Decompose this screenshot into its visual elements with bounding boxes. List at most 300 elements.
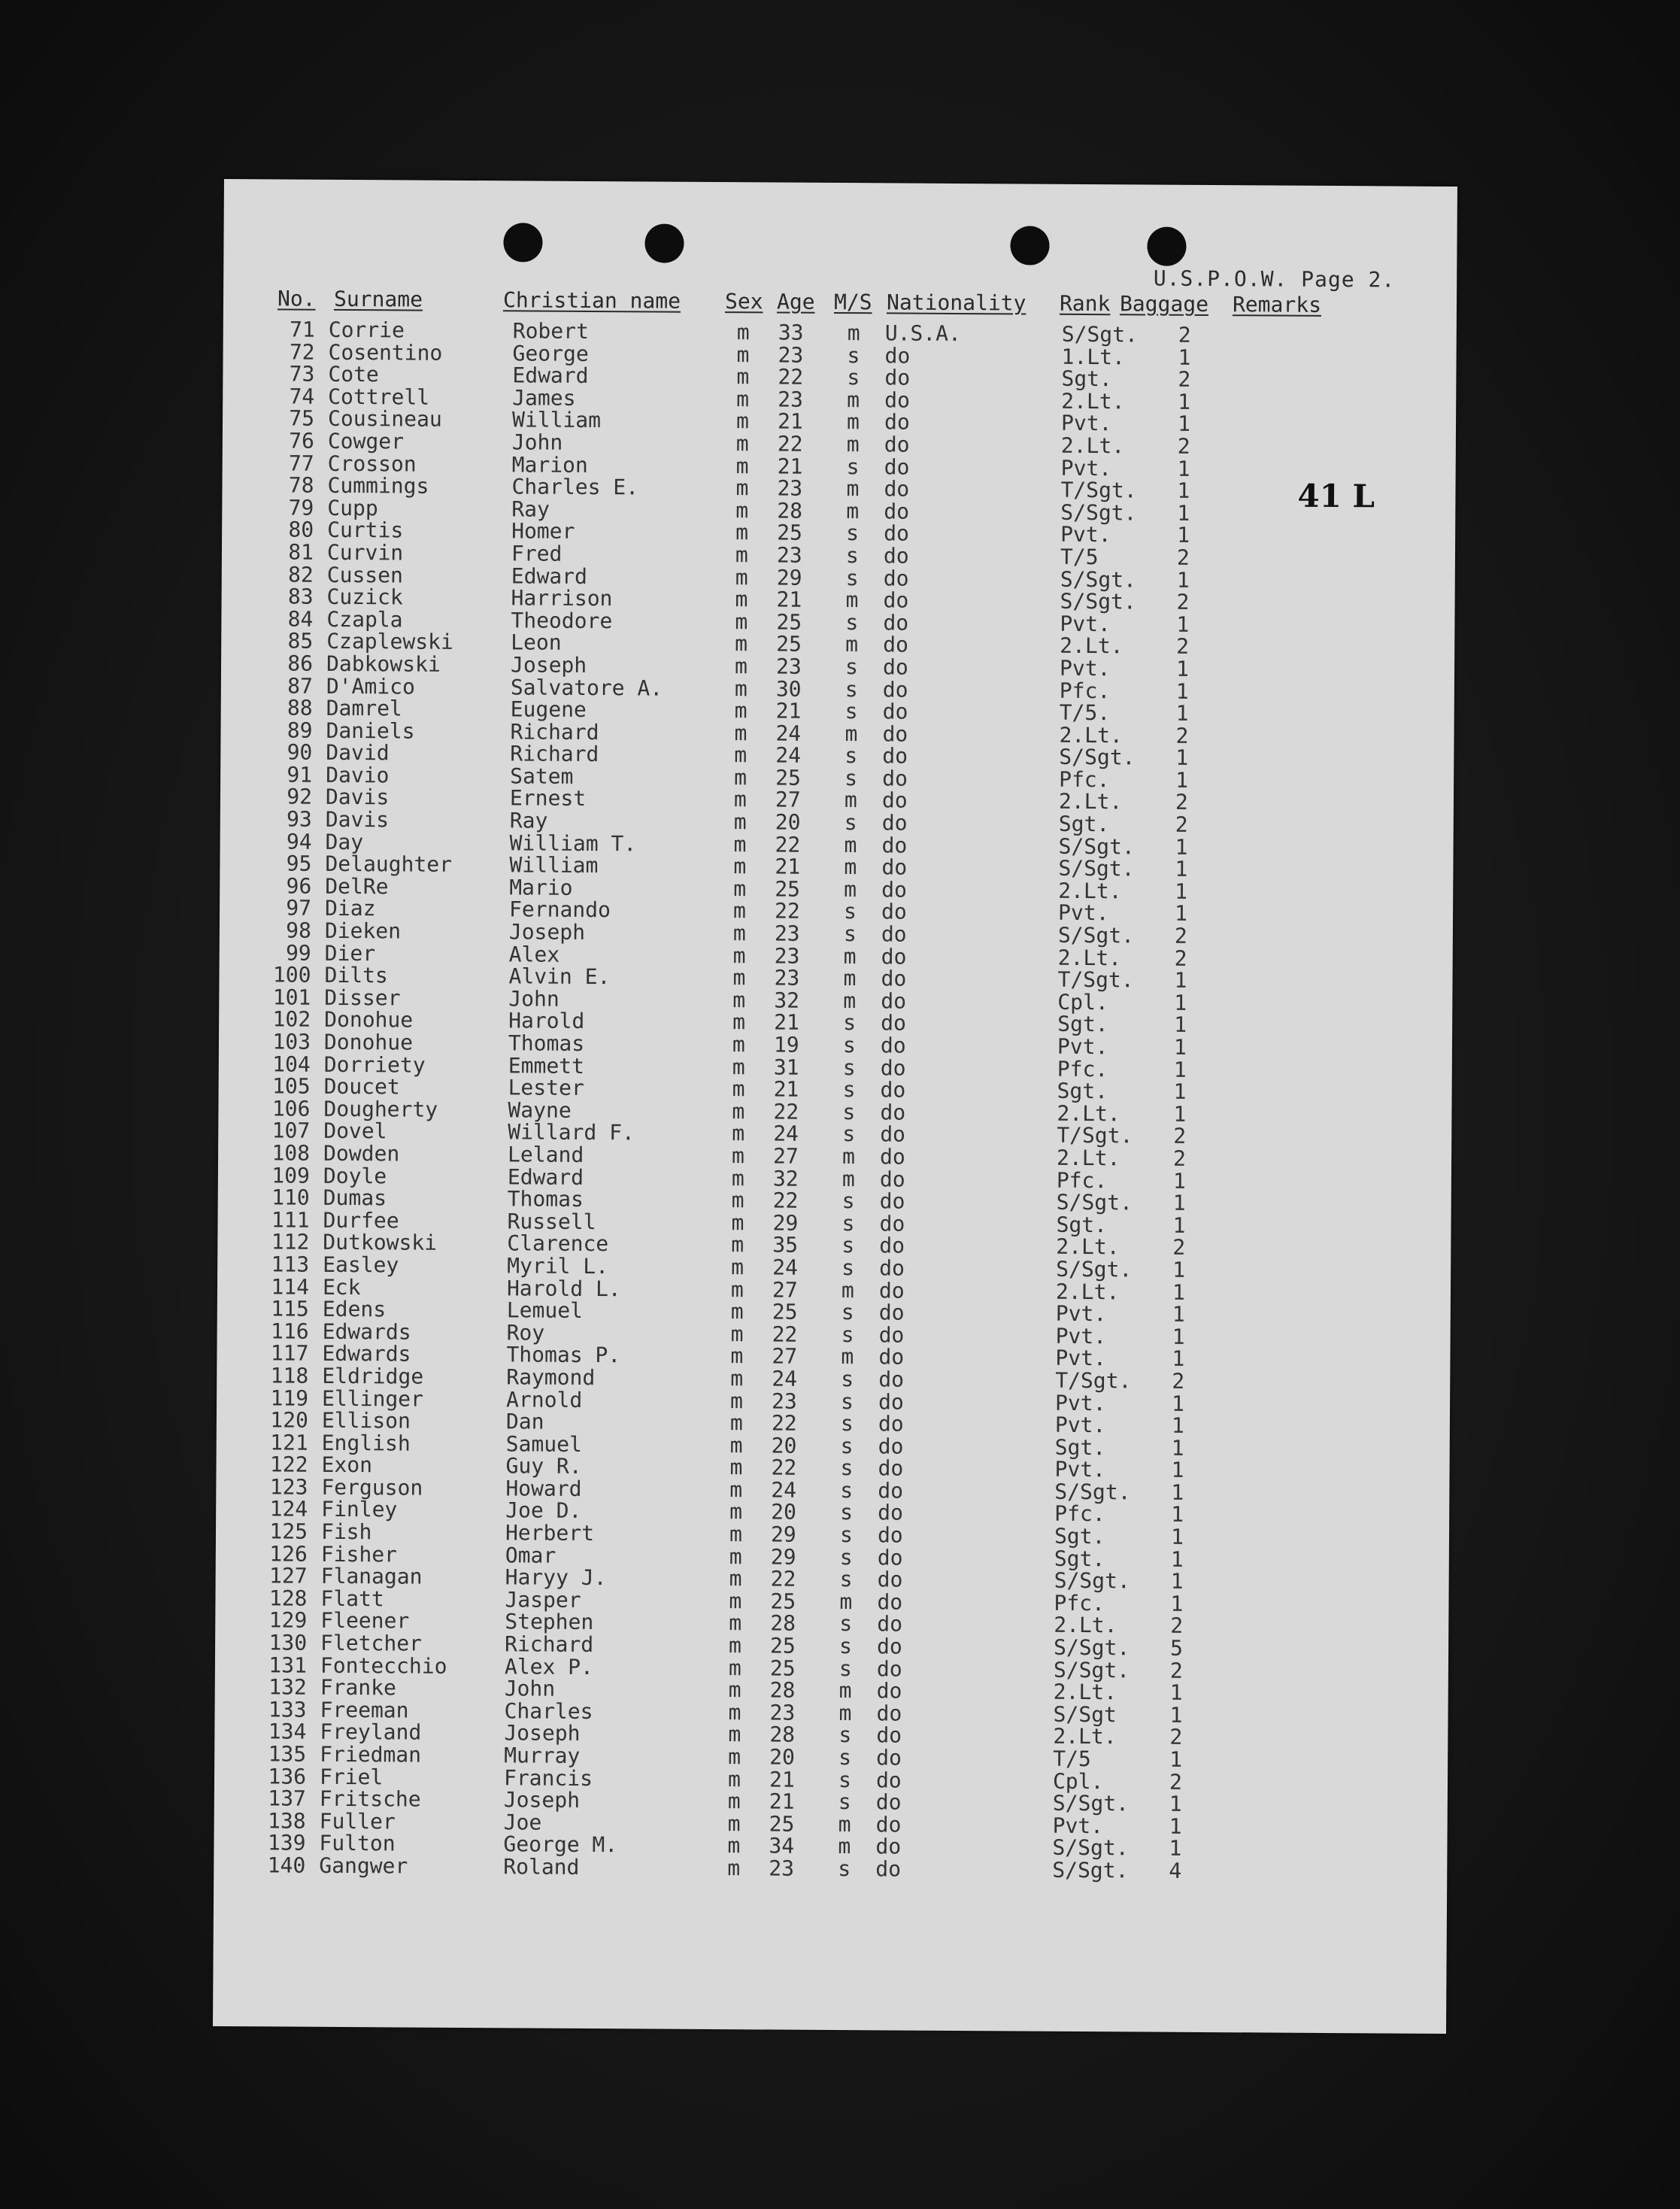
entry-number: 128: [268, 1585, 308, 1611]
sex: m: [730, 1343, 744, 1369]
christian-name: Russell: [507, 1209, 596, 1234]
baggage: 1: [1173, 1079, 1187, 1105]
christian-name: Robert: [512, 318, 590, 344]
marital-status: m: [842, 1144, 856, 1170]
marital-status: s: [845, 654, 859, 680]
entry-number: 80: [288, 517, 314, 543]
age: 23: [778, 342, 804, 368]
baggage: 1: [1172, 1324, 1185, 1349]
sex: m: [736, 320, 750, 345]
christian-name: Edward: [511, 563, 588, 589]
age: 33: [778, 320, 804, 345]
baggage: 1: [1176, 611, 1190, 637]
baggage: 1: [1176, 567, 1190, 593]
surname: Ferguson: [321, 1474, 423, 1500]
age: 24: [775, 721, 802, 746]
surname: Flanagan: [320, 1564, 423, 1589]
christian-name: Harrison: [511, 585, 613, 611]
christian-name: Willard F.: [508, 1119, 635, 1145]
age: 23: [771, 1388, 797, 1414]
age: 25: [775, 765, 801, 790]
age: 21: [769, 1789, 795, 1814]
marital-status: m: [844, 832, 857, 857]
marital-status: m: [844, 787, 857, 813]
surname: Freyland: [320, 1719, 422, 1746]
rank: Cpl.: [1057, 989, 1108, 1015]
surname: Corrie: [328, 317, 405, 343]
sex: m: [729, 1477, 743, 1503]
rank: S/Sgt.: [1054, 1479, 1131, 1505]
christian-name: Herbert: [505, 1520, 595, 1546]
entry-number: 91: [287, 762, 313, 787]
nationality: do: [878, 1434, 904, 1459]
christian-name: James: [512, 385, 576, 411]
nationality: do: [875, 1856, 902, 1882]
marital-status: s: [845, 765, 858, 791]
rank: 2.Lt.: [1056, 1234, 1120, 1260]
entry-number: 105: [271, 1073, 311, 1099]
age: 21: [777, 454, 803, 479]
marital-status: s: [838, 1655, 852, 1681]
baggage: 2: [1172, 1368, 1185, 1394]
marital-status: s: [841, 1321, 854, 1347]
entry-number: 93: [286, 806, 312, 832]
sex: m: [731, 1209, 744, 1235]
age: 23: [774, 921, 800, 946]
surname: Exon: [321, 1452, 373, 1478]
surname: Day: [325, 829, 364, 854]
christian-name: Marion: [511, 451, 588, 478]
rank: Pvt.: [1057, 1033, 1108, 1060]
surname: Dougherty: [323, 1096, 438, 1122]
rank: Pvt.: [1055, 1323, 1107, 1349]
sex: m: [727, 1833, 741, 1859]
christian-name: Murray: [504, 1743, 581, 1768]
surname: Crosson: [327, 451, 417, 477]
age: 21: [773, 1076, 799, 1102]
nationality: do: [878, 1367, 905, 1392]
sex: m: [735, 608, 748, 634]
nationality: do: [880, 1100, 906, 1125]
marital-status: m: [841, 1344, 854, 1370]
christian-name: Ray: [509, 808, 548, 833]
surname: Ellison: [321, 1407, 411, 1434]
surname: Davis: [325, 806, 390, 833]
baggage: 1: [1170, 1591, 1184, 1616]
surname: Dowden: [323, 1140, 400, 1167]
christian-name: Richard: [510, 719, 599, 745]
rank: T/Sgt.: [1060, 477, 1137, 503]
christian-name: Thomas P.: [506, 1342, 621, 1368]
baggage: 1: [1172, 1190, 1186, 1215]
age: 20: [769, 1744, 796, 1770]
surname: Dovel: [323, 1118, 387, 1144]
age: 22: [771, 1455, 797, 1480]
nationality: do: [878, 1277, 905, 1303]
surname: Dier: [324, 940, 376, 966]
sex: m: [732, 1009, 746, 1035]
christian-name: Lester: [508, 1075, 584, 1101]
surname: Donohue: [324, 1007, 414, 1033]
sex: m: [731, 1232, 744, 1258]
rank: S/Sgt.: [1053, 1634, 1130, 1661]
rank: S/Sgt.: [1054, 1568, 1130, 1594]
nationality: do: [884, 387, 911, 413]
christian-name: Guy R.: [505, 1453, 582, 1479]
age: 34: [769, 1833, 795, 1859]
sex: m: [727, 1789, 741, 1814]
christian-name: George M.: [503, 1831, 618, 1858]
nationality: do: [883, 565, 909, 591]
nationality: do: [884, 476, 910, 502]
entry-number: 121: [270, 1430, 308, 1455]
entry-number: 114: [271, 1273, 310, 1300]
rank: Sgt.: [1057, 1078, 1108, 1104]
sex: m: [734, 654, 748, 679]
christian-name: Thomas: [508, 1030, 585, 1056]
surname: Fleener: [320, 1608, 410, 1634]
entry-number: 112: [271, 1229, 310, 1255]
rank: T/Sgt.: [1057, 967, 1134, 993]
sex: m: [735, 408, 750, 434]
sex: m: [732, 1098, 745, 1124]
marital-status: m: [845, 587, 859, 613]
baggage: 1: [1172, 1346, 1185, 1372]
entry-number: 139: [267, 1830, 306, 1856]
christian-name: Omar: [505, 1542, 556, 1568]
entry-number: 111: [271, 1207, 310, 1233]
baggage: 2: [1169, 1769, 1182, 1795]
header-surname: Surname: [333, 286, 423, 312]
sex: m: [728, 1722, 741, 1747]
age: 22: [770, 1566, 796, 1592]
baggage: 1: [1169, 1746, 1183, 1772]
christian-name: Eugene: [510, 696, 587, 723]
baggage: 1: [1175, 878, 1188, 904]
entry-number: 109: [271, 1162, 311, 1188]
baggage: 2: [1169, 1725, 1183, 1750]
baggage: 1: [1175, 745, 1189, 771]
baggage: 1: [1171, 1435, 1184, 1461]
entry-number: 97: [286, 895, 312, 921]
surname: Delaughter: [325, 851, 453, 878]
surname: Cousineau: [327, 406, 442, 432]
sex: m: [729, 1610, 742, 1636]
baggage: 1: [1170, 1546, 1184, 1572]
entry-number: 137: [268, 1786, 306, 1811]
entry-number: 77: [288, 451, 314, 476]
rank: Pfc.: [1059, 678, 1111, 703]
christian-name: Jasper: [505, 1587, 581, 1613]
sex: m: [736, 386, 750, 412]
nationality: do: [877, 1567, 903, 1592]
sex: m: [733, 875, 747, 902]
marital-status: m: [844, 854, 857, 880]
entry-number: 88: [287, 695, 313, 721]
christian-name: Joseph: [503, 1787, 581, 1813]
entry-number: 134: [268, 1719, 307, 1745]
christian-name: Mario: [509, 875, 573, 900]
entry-number: 125: [269, 1519, 308, 1544]
sex: m: [734, 698, 748, 724]
baggage: 1: [1178, 389, 1191, 414]
entry-number: 135: [268, 1741, 307, 1767]
entry-number: 104: [272, 1051, 311, 1077]
christian-name: Homer: [511, 518, 575, 545]
rank: Pvt.: [1054, 1412, 1106, 1438]
sex: m: [735, 475, 749, 501]
sex: m: [735, 542, 748, 568]
marital-status: s: [840, 1411, 854, 1437]
baggage: 1: [1170, 1524, 1184, 1549]
christian-name: Alex P.: [504, 1653, 594, 1680]
age: 23: [769, 1855, 795, 1881]
baggage: 1: [1174, 990, 1187, 1015]
nationality: do: [876, 1745, 902, 1771]
entry-number: 126: [269, 1541, 308, 1567]
christian-name: Leland: [507, 1142, 584, 1167]
rank: Sgt.: [1054, 1546, 1105, 1571]
rank: S/Sgt.: [1060, 499, 1137, 526]
entry-number: 129: [268, 1607, 308, 1634]
baggage: 1: [1174, 1012, 1187, 1038]
rank: S/Sgt.: [1056, 1256, 1133, 1282]
christian-name: Roland: [503, 1854, 580, 1880]
baggage: 1: [1175, 700, 1189, 726]
sex: m: [731, 1255, 744, 1280]
age: 22: [771, 1410, 797, 1436]
entry-number: 98: [286, 918, 311, 943]
rank: Pvt.: [1054, 1457, 1106, 1482]
age: 23: [769, 1700, 796, 1725]
rank: 2.Lt.: [1053, 1679, 1117, 1705]
christian-name: Joseph: [504, 1720, 581, 1746]
rank: 2.Lt.: [1054, 1613, 1117, 1638]
age: 24: [775, 742, 802, 768]
age: 30: [775, 675, 802, 702]
age: 23: [775, 654, 802, 679]
sex: m: [734, 675, 748, 701]
entry-number: 89: [287, 718, 313, 743]
baggage: 5: [1169, 1635, 1184, 1661]
nationality: do: [875, 1789, 902, 1815]
age: 29: [776, 565, 802, 590]
surname: D'Amico: [326, 673, 416, 699]
marital-status: s: [838, 1722, 852, 1748]
nationality: do: [878, 1455, 904, 1481]
sex: m: [734, 742, 748, 768]
entry-number: 103: [272, 1029, 311, 1054]
surname: Donohue: [323, 1029, 414, 1055]
sex: m: [728, 1655, 741, 1680]
surname: Doucet: [323, 1074, 400, 1100]
surname: Franke: [320, 1675, 397, 1701]
rank: Pfc.: [1056, 1167, 1108, 1193]
rank: 2.Lt.: [1055, 1279, 1120, 1304]
age: 22: [775, 832, 801, 857]
rank: S/Sgt.: [1053, 1657, 1130, 1683]
marital-status: s: [845, 743, 858, 769]
nationality: do: [875, 1812, 902, 1837]
age: 22: [778, 364, 804, 390]
surname: Cuzick: [326, 584, 403, 610]
rank: Pvt.: [1055, 1300, 1107, 1327]
marital-status: s: [838, 1634, 853, 1659]
christian-name: William T.: [509, 830, 637, 857]
entry-number: 76: [289, 428, 314, 454]
rank: T/5.: [1059, 699, 1111, 726]
marital-status: s: [838, 1767, 851, 1792]
nationality: do: [879, 1166, 905, 1192]
entry-number: 117: [270, 1340, 309, 1367]
sex: m: [733, 831, 747, 857]
marital-status: s: [842, 1210, 855, 1236]
baggage: 1: [1175, 678, 1189, 704]
marital-status: m: [846, 498, 860, 523]
rank: T/5: [1060, 544, 1099, 570]
age: 28: [769, 1722, 796, 1748]
marital-status: s: [845, 676, 858, 702]
sex: m: [732, 1076, 745, 1102]
nationality: do: [881, 988, 907, 1014]
age: 25: [770, 1633, 796, 1658]
baggage: 2: [1178, 366, 1191, 393]
surname: Cottrell: [328, 384, 430, 410]
baggage: 2: [1173, 1124, 1187, 1149]
rank: Sgt.: [1054, 1434, 1106, 1460]
nationality: U.S.A.: [884, 320, 962, 346]
surname: Cowger: [327, 428, 405, 454]
rank: S/Sgt.: [1052, 1835, 1129, 1861]
baggage: 1: [1172, 1257, 1186, 1282]
christian-name: Joe: [503, 1810, 542, 1835]
christian-name: John: [504, 1676, 556, 1701]
sex: m: [735, 520, 749, 545]
surname: Dumas: [323, 1185, 387, 1211]
sex: m: [735, 453, 749, 478]
surname: Daniels: [326, 718, 415, 744]
rank: S/Sgt.: [1057, 922, 1135, 948]
entry-number: 107: [271, 1118, 311, 1144]
marital-status: s: [842, 1054, 856, 1080]
entry-number: 73: [289, 361, 315, 387]
sex: m: [729, 1388, 744, 1413]
age: 23: [774, 965, 800, 991]
rank: Pvt.: [1052, 1813, 1104, 1838]
baggage: 1: [1170, 1568, 1184, 1595]
sex: m: [732, 942, 746, 968]
baggage: 2: [1176, 589, 1190, 614]
christian-name: Alvin E.: [508, 963, 611, 990]
nationality: do: [884, 365, 911, 390]
christian-name: Dan: [505, 1409, 544, 1434]
age: 21: [775, 854, 801, 879]
nationality: do: [878, 1322, 905, 1348]
baggage: 1: [1173, 1057, 1187, 1082]
christian-name: Harold: [508, 1008, 585, 1034]
marital-status: s: [840, 1388, 854, 1414]
sex: m: [733, 854, 747, 879]
sex: m: [729, 1432, 743, 1458]
christian-name: Charles: [504, 1698, 593, 1724]
surname: Edens: [322, 1296, 387, 1322]
christian-name: Roy: [506, 1320, 545, 1346]
entry-number: 110: [271, 1185, 310, 1210]
marital-status: s: [845, 699, 858, 724]
baggage: 1: [1177, 456, 1190, 481]
christian-name: Howard: [505, 1476, 582, 1501]
age: 28: [769, 1677, 796, 1703]
marital-status: s: [842, 1033, 856, 1058]
sex: m: [731, 1188, 744, 1213]
nationality: do: [877, 1589, 903, 1615]
sex: m: [736, 364, 750, 390]
nationality: do: [884, 342, 911, 369]
surname: Dabkowski: [326, 651, 441, 677]
nationality: do: [881, 877, 908, 903]
sex: m: [735, 587, 748, 612]
punch-hole: [503, 223, 542, 262]
marital-status: m: [843, 943, 857, 969]
nationality: do: [880, 1121, 906, 1147]
nationality: do: [876, 1634, 902, 1659]
rank: 2.Lt.: [1056, 1145, 1121, 1171]
rank: Pfc.: [1059, 766, 1110, 793]
age: 24: [772, 1255, 798, 1280]
handwritten-annotation: 41 L: [1297, 477, 1375, 515]
age: 25: [775, 876, 801, 902]
sex: m: [729, 1566, 742, 1592]
surname: Fisher: [320, 1541, 398, 1567]
marital-status: s: [844, 810, 857, 836]
entry-number: 116: [270, 1318, 309, 1344]
surname: Fontecchio: [320, 1652, 447, 1679]
christian-name: Haryy J.: [505, 1564, 607, 1591]
marital-status: s: [840, 1500, 854, 1525]
entry-number: 86: [287, 651, 314, 676]
sex: m: [732, 898, 747, 924]
baggage: 1: [1175, 767, 1189, 793]
marital-status: m: [845, 721, 858, 746]
age: 35: [772, 1232, 799, 1258]
age: 25: [776, 631, 802, 657]
christian-name: Joe D.: [505, 1497, 582, 1524]
rank: T/Sgt.: [1055, 1367, 1132, 1394]
baggage: 2: [1176, 545, 1190, 570]
marital-status: s: [847, 342, 860, 368]
marital-status: s: [838, 1855, 851, 1882]
rank: Sgt.: [1054, 1523, 1105, 1549]
baggage: 1: [1171, 1458, 1184, 1483]
baggage: 1: [1175, 656, 1190, 681]
marital-status: m: [838, 1811, 851, 1837]
rank: S/Sgt.: [1056, 1189, 1133, 1215]
entry-number: 136: [268, 1763, 307, 1789]
age: 23: [774, 943, 800, 969]
age: 29: [770, 1522, 796, 1547]
nationality: do: [884, 454, 910, 480]
christian-name: Ernest: [509, 785, 587, 812]
christian-name: Arnold: [505, 1386, 583, 1412]
sex: m: [729, 1633, 742, 1658]
entry-number: 87: [287, 673, 313, 699]
christian-name: John: [508, 986, 559, 1012]
rank: Sgt.: [1057, 1012, 1108, 1037]
nationality: do: [876, 1655, 902, 1682]
marital-status: m: [846, 409, 860, 435]
nationality: do: [875, 1834, 902, 1859]
marital-status: s: [839, 1522, 853, 1548]
